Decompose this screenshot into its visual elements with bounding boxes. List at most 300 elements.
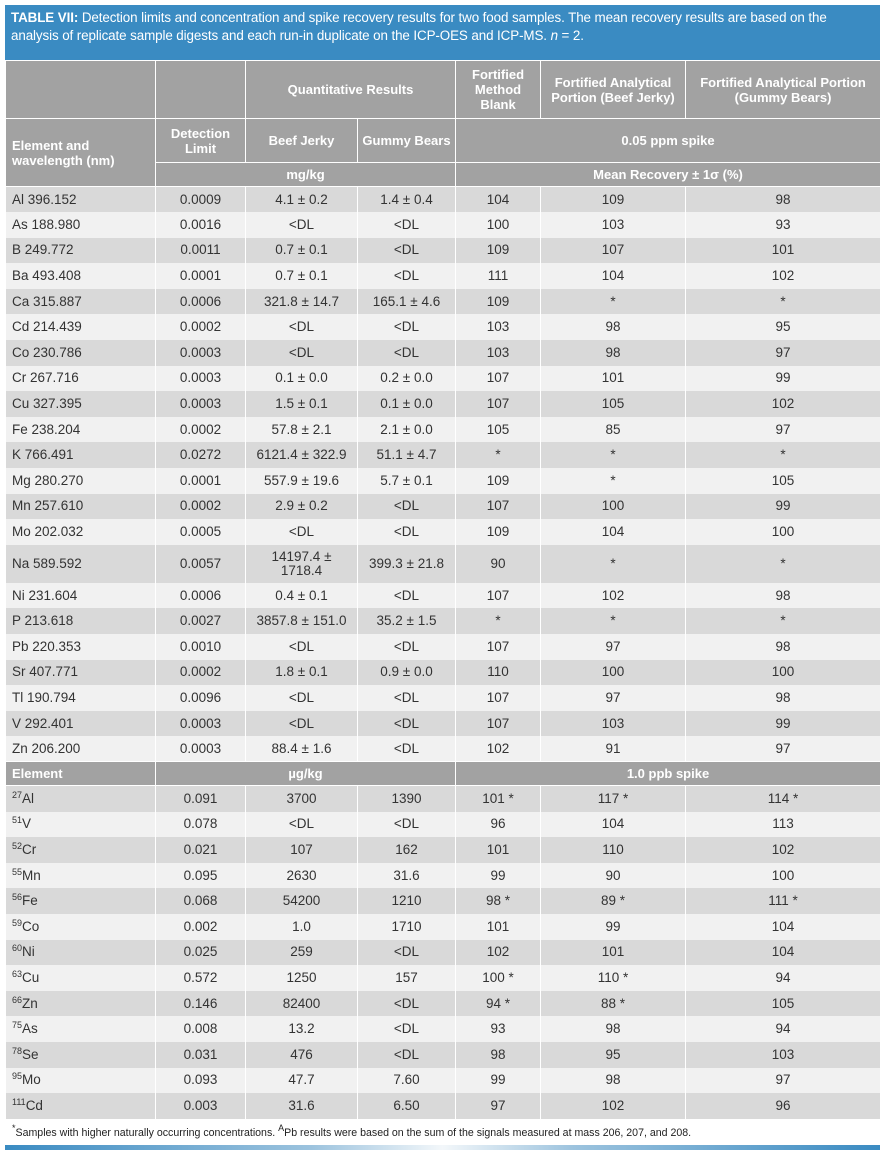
table-row: [6, 212, 881, 238]
cell-method-blank: 93: [456, 1016, 541, 1042]
cell-recovery-beef: *: [541, 468, 686, 494]
table-row: [6, 634, 881, 660]
cell-gummy-bears: 1390: [358, 786, 456, 812]
header-gummy-bears: Gummy Bears: [358, 119, 456, 163]
cell-recovery-gummy: 113: [686, 812, 881, 838]
cell-recovery-beef: *: [541, 545, 686, 583]
cell-recovery-gummy: 104: [686, 940, 881, 966]
cell-detection-limit: 0.0003: [156, 736, 246, 762]
cell-recovery-gummy: 114 *: [686, 786, 881, 812]
cell-recovery-gummy: 98: [686, 685, 881, 711]
cell-method-blank: 94 *: [456, 991, 541, 1017]
cell-detection-limit: 0.095: [156, 863, 246, 889]
element-symbol: Mn: [22, 867, 41, 883]
cell-detection-limit: 0.0003: [156, 340, 246, 366]
cell-detection-limit: 0.008: [156, 1016, 246, 1042]
cell-recovery-gummy: 98: [686, 187, 881, 213]
cell-method-blank: 107: [456, 711, 541, 737]
cell-beef-jerky: 1250: [246, 965, 358, 991]
cell-element: V 292.401: [6, 711, 156, 737]
table-row: [6, 991, 881, 1017]
table-row: [6, 608, 881, 634]
cell-beef-jerky: 107: [246, 837, 358, 863]
cell-beef-jerky: <DL: [246, 519, 358, 545]
mass-number: 56: [12, 892, 23, 903]
cell-recovery-gummy: 94: [686, 1016, 881, 1042]
cell-beef-jerky: 4.1 ± 0.2: [246, 187, 358, 213]
cell-detection-limit: 0.0003: [156, 391, 246, 417]
cell-gummy-bears: <DL: [358, 812, 456, 838]
mass-number: 51: [12, 815, 23, 826]
footnote: [5, 1119, 880, 1145]
cell-beef-jerky: 0.1 ± 0.0: [246, 366, 358, 392]
mass-number: 52: [12, 840, 23, 851]
table-row: [6, 494, 881, 520]
cell-recovery-gummy: 94: [686, 965, 881, 991]
table-row: [6, 442, 881, 468]
cell-gummy-bears: 35.2 ± 1.5: [358, 608, 456, 634]
cell-method-blank: *: [456, 442, 541, 468]
cell-gummy-bears: 6.50: [358, 1093, 456, 1119]
cell-detection-limit: 0.093: [156, 1068, 246, 1094]
cell-method-blank: 99: [456, 1068, 541, 1094]
icp-ms-body: [6, 786, 881, 1119]
cell-method-blank: 107: [456, 366, 541, 392]
header-empty-2: [156, 61, 246, 119]
header-element: Element: [6, 762, 156, 786]
cell-element: [6, 863, 156, 889]
cell-detection-limit: 0.0096: [156, 685, 246, 711]
cell-beef-jerky: 0.7 ± 0.1: [246, 238, 358, 264]
cell-beef-jerky: 0.7 ± 0.1: [246, 263, 358, 289]
cell-recovery-beef: 98: [541, 1016, 686, 1042]
cell-method-blank: 100 *: [456, 965, 541, 991]
cell-method-blank: 109: [456, 289, 541, 315]
cell-beef-jerky: <DL: [246, 212, 358, 238]
table-row: [6, 711, 881, 737]
element-symbol: As: [22, 1021, 38, 1037]
cell-recovery-beef: 110: [541, 837, 686, 863]
cell-recovery-beef: 88 *: [541, 991, 686, 1017]
footnote-text-1: Samples with higher naturally occurring concentrations.: [15, 1126, 279, 1139]
cell-recovery-beef: 104: [541, 812, 686, 838]
cell-beef-jerky: 557.9 ± 19.6: [246, 468, 358, 494]
cell-recovery-beef: 99: [541, 914, 686, 940]
bottom-rule: [5, 1145, 880, 1150]
table-row: [6, 545, 881, 583]
cell-recovery-beef: *: [541, 289, 686, 315]
cell-method-blank: 97: [456, 1093, 541, 1119]
cell-detection-limit: 0.0011: [156, 238, 246, 264]
table-row: [6, 417, 881, 443]
cell-beef-jerky: 2630: [246, 863, 358, 889]
cell-beef-jerky: 88.4 ± 1.6: [246, 736, 358, 762]
header-element-wavelength: Element and wavelength (nm): [6, 119, 156, 187]
cell-recovery-gummy: 105: [686, 991, 881, 1017]
cell-element: Mg 280.270: [6, 468, 156, 494]
caption-n-value: = 2.: [557, 28, 584, 43]
cell-element: Ca 315.887: [6, 289, 156, 315]
cell-detection-limit: 0.0002: [156, 314, 246, 340]
cell-gummy-bears: 165.1 ± 4.6: [358, 289, 456, 315]
table-row: [6, 263, 881, 289]
element-symbol: Ni: [22, 944, 35, 960]
cell-detection-limit: 0.068: [156, 888, 246, 914]
cell-method-blank: 111: [456, 263, 541, 289]
cell-gummy-bears: <DL: [358, 340, 456, 366]
cell-gummy-bears: 157: [358, 965, 456, 991]
cell-gummy-bears: 1210: [358, 888, 456, 914]
cell-element: [6, 1068, 156, 1094]
cell-gummy-bears: <DL: [358, 1042, 456, 1068]
cell-gummy-bears: 0.1 ± 0.0: [358, 391, 456, 417]
cell-method-blank: 101 *: [456, 786, 541, 812]
cell-beef-jerky: 1.0: [246, 914, 358, 940]
cell-gummy-bears: <DL: [358, 314, 456, 340]
table-row: [6, 519, 881, 545]
element-symbol: Se: [22, 1046, 39, 1062]
cell-beef-jerky: 6121.4 ± 322.9: [246, 442, 358, 468]
cell-beef-jerky: 57.8 ± 2.1: [246, 417, 358, 443]
cell-gummy-bears: 399.3 ± 21.8: [358, 545, 456, 583]
header-spike-ppb: 1.0 ppb spike: [456, 762, 881, 786]
cell-recovery-beef: 104: [541, 263, 686, 289]
cell-element: [6, 940, 156, 966]
cell-detection-limit: 0.0001: [156, 468, 246, 494]
cell-recovery-gummy: 95: [686, 314, 881, 340]
cell-detection-limit: 0.0009: [156, 187, 246, 213]
cell-recovery-gummy: 101: [686, 238, 881, 264]
cell-beef-jerky: 1.5 ± 0.1: [246, 391, 358, 417]
table-row: [6, 965, 881, 991]
cell-beef-jerky: <DL: [246, 685, 358, 711]
cell-beef-jerky: 54200: [246, 888, 358, 914]
cell-gummy-bears: 0.9 ± 0.0: [358, 660, 456, 686]
cell-recovery-gummy: 100: [686, 660, 881, 686]
cell-recovery-beef: 100: [541, 494, 686, 520]
table-row: [6, 786, 881, 812]
table-row: [6, 366, 881, 392]
header-beef-jerky: Beef Jerky: [246, 119, 358, 163]
table-row: [6, 238, 881, 264]
footnote-text-2: Pb results were based on the sum of the signals measured at mass 206, 207, and 208.: [284, 1126, 692, 1139]
cell-recovery-gummy: 102: [686, 837, 881, 863]
mass-number: 75: [12, 1020, 23, 1031]
cell-beef-jerky: <DL: [246, 711, 358, 737]
cell-gummy-bears: 0.2 ± 0.0: [358, 366, 456, 392]
cell-element: P 213.618: [6, 608, 156, 634]
table-row: [6, 468, 881, 494]
table-row: [6, 340, 881, 366]
mass-number: 60: [12, 943, 23, 954]
cell-recovery-gummy: 99: [686, 494, 881, 520]
cell-element: [6, 812, 156, 838]
table-row: [6, 736, 881, 762]
table-row: [6, 660, 881, 686]
element-symbol: Co: [22, 918, 40, 934]
cell-gummy-bears: <DL: [358, 212, 456, 238]
cell-detection-limit: 0.025: [156, 940, 246, 966]
cell-recovery-gummy: *: [686, 608, 881, 634]
cell-detection-limit: 0.146: [156, 991, 246, 1017]
cell-recovery-beef: 97: [541, 685, 686, 711]
cell-gummy-bears: <DL: [358, 940, 456, 966]
cell-detection-limit: 0.0002: [156, 660, 246, 686]
header-fortified-method-blank: Fortified Method Blank: [456, 61, 541, 119]
cell-detection-limit: 0.031: [156, 1042, 246, 1068]
cell-detection-limit: 0.0006: [156, 583, 246, 609]
cell-recovery-beef: 100: [541, 660, 686, 686]
cell-recovery-gummy: *: [686, 442, 881, 468]
table-caption: [5, 5, 880, 60]
cell-gummy-bears: 51.1 ± 4.7: [358, 442, 456, 468]
table-row: [6, 289, 881, 315]
cell-recovery-beef: 104: [541, 519, 686, 545]
cell-method-blank: 101: [456, 837, 541, 863]
cell-beef-jerky: <DL: [246, 812, 358, 838]
cell-recovery-gummy: 105: [686, 468, 881, 494]
cell-method-blank: 98: [456, 1042, 541, 1068]
cell-element: Ni 231.604: [6, 583, 156, 609]
cell-gummy-bears: <DL: [358, 583, 456, 609]
cell-recovery-gummy: 96: [686, 1093, 881, 1119]
cell-recovery-beef: 97: [541, 634, 686, 660]
cell-detection-limit: 0.0057: [156, 545, 246, 583]
cell-recovery-gummy: 98: [686, 634, 881, 660]
cell-method-blank: 107: [456, 634, 541, 660]
cell-recovery-beef: 103: [541, 212, 686, 238]
header-quantitative-results: Quantitative Results: [246, 61, 456, 119]
cell-beef-jerky: <DL: [246, 340, 358, 366]
cell-element: Na 589.592: [6, 545, 156, 583]
cell-recovery-gummy: 97: [686, 736, 881, 762]
cell-method-blank: 109: [456, 519, 541, 545]
results-table: [5, 60, 881, 1119]
table-row: [6, 187, 881, 213]
table-row: [6, 940, 881, 966]
icp-oes-body: [6, 187, 881, 762]
cell-gummy-bears: <DL: [358, 1016, 456, 1042]
element-symbol: Zn: [22, 995, 38, 1011]
table-row: [6, 1068, 881, 1094]
caption-label: TABLE VII:: [11, 10, 79, 25]
cell-element: Fe 238.204: [6, 417, 156, 443]
cell-element: Al 396.152: [6, 187, 156, 213]
cell-gummy-bears: 1.4 ± 0.4: [358, 187, 456, 213]
cell-recovery-beef: 89 *: [541, 888, 686, 914]
cell-element: [6, 837, 156, 863]
table-row: [6, 1016, 881, 1042]
element-symbol: Cu: [22, 969, 40, 985]
table-row: [6, 391, 881, 417]
cell-recovery-gummy: 103: [686, 1042, 881, 1068]
cell-element: Mn 257.610: [6, 494, 156, 520]
cell-beef-jerky: 31.6: [246, 1093, 358, 1119]
cell-beef-jerky: 321.8 ± 14.7: [246, 289, 358, 315]
cell-element: Co 230.786: [6, 340, 156, 366]
cell-recovery-gummy: 97: [686, 417, 881, 443]
cell-method-blank: 105: [456, 417, 541, 443]
cell-method-blank: 102: [456, 736, 541, 762]
cell-element: As 188.980: [6, 212, 156, 238]
cell-beef-jerky: 2.9 ± 0.2: [246, 494, 358, 520]
cell-beef-jerky: 3857.8 ± 151.0: [246, 608, 358, 634]
cell-beef-jerky: 1.8 ± 0.1: [246, 660, 358, 686]
cell-detection-limit: 0.078: [156, 812, 246, 838]
cell-recovery-beef: 110 *: [541, 965, 686, 991]
cell-element: Mo 202.032: [6, 519, 156, 545]
cell-detection-limit: 0.0003: [156, 366, 246, 392]
cell-detection-limit: 0.0010: [156, 634, 246, 660]
cell-gummy-bears: <DL: [358, 494, 456, 520]
cell-method-blank: 90: [456, 545, 541, 583]
cell-recovery-beef: 107: [541, 238, 686, 264]
cell-recovery-gummy: 100: [686, 519, 881, 545]
cell-beef-jerky: 476: [246, 1042, 358, 1068]
cell-recovery-beef: 109: [541, 187, 686, 213]
cell-recovery-beef: *: [541, 608, 686, 634]
cell-element: Zn 206.200: [6, 736, 156, 762]
cell-recovery-beef: 98: [541, 314, 686, 340]
cell-recovery-gummy: 99: [686, 366, 881, 392]
cell-gummy-bears: 2.1 ± 0.0: [358, 417, 456, 443]
cell-method-blank: 100: [456, 212, 541, 238]
cell-recovery-gummy: *: [686, 289, 881, 315]
cell-gummy-bears: 31.6: [358, 863, 456, 889]
cell-element: [6, 965, 156, 991]
cell-element: [6, 888, 156, 914]
element-symbol: Mo: [22, 1072, 41, 1088]
cell-detection-limit: 0.0002: [156, 417, 246, 443]
cell-detection-limit: 0.0006: [156, 289, 246, 315]
cell-recovery-beef: 98: [541, 340, 686, 366]
cell-gummy-bears: 162: [358, 837, 456, 863]
footnote-sup: A: [278, 1122, 285, 1133]
mass-number: 66: [12, 994, 23, 1005]
cell-recovery-beef: *: [541, 442, 686, 468]
mass-number: 78: [12, 1045, 23, 1056]
cell-beef-jerky: 14197.4 ± 1718.4: [246, 545, 358, 583]
cell-element: [6, 786, 156, 812]
cell-recovery-gummy: 98: [686, 583, 881, 609]
cell-recovery-beef: 117 *: [541, 786, 686, 812]
table-row: [6, 914, 881, 940]
mass-number: 63: [12, 968, 23, 979]
cell-recovery-beef: 103: [541, 711, 686, 737]
cell-method-blank: 102: [456, 940, 541, 966]
table-row: [6, 314, 881, 340]
cell-element: K 766.491: [6, 442, 156, 468]
cell-recovery-beef: 102: [541, 1093, 686, 1119]
table-row: [6, 888, 881, 914]
header-fap-beef: Fortified Analytical Portion (Beef Jerky): [541, 61, 686, 119]
cell-method-blank: 107: [456, 494, 541, 520]
cell-element: Sr 407.771: [6, 660, 156, 686]
cell-detection-limit: 0.0005: [156, 519, 246, 545]
cell-recovery-beef: 98: [541, 1068, 686, 1094]
cell-element: [6, 1016, 156, 1042]
mass-number: 27: [12, 790, 23, 801]
cell-recovery-beef: 91: [541, 736, 686, 762]
cell-recovery-beef: 95: [541, 1042, 686, 1068]
cell-gummy-bears: 1710: [358, 914, 456, 940]
mass-number: 55: [12, 866, 23, 877]
cell-beef-jerky: 13.2: [246, 1016, 358, 1042]
cell-beef-jerky: 47.7: [246, 1068, 358, 1094]
cell-detection-limit: 0.0272: [156, 442, 246, 468]
cell-detection-limit: 0.002: [156, 914, 246, 940]
table-figure: [5, 5, 880, 1150]
cell-gummy-bears: 7.60: [358, 1068, 456, 1094]
table-row: [6, 1093, 881, 1119]
cell-element: Cu 327.395: [6, 391, 156, 417]
element-symbol: Cr: [22, 841, 37, 857]
cell-method-blank: 96: [456, 812, 541, 838]
table-row: [6, 812, 881, 838]
cell-method-blank: 109: [456, 468, 541, 494]
cell-recovery-gummy: 104: [686, 914, 881, 940]
element-symbol: Fe: [22, 893, 38, 909]
element-symbol: Al: [22, 791, 35, 807]
cell-method-blank: 107: [456, 583, 541, 609]
cell-method-blank: 109: [456, 238, 541, 264]
element-symbol: V: [22, 816, 32, 832]
header-detection-limit: Detection Limit: [156, 119, 246, 163]
header-mean-recovery: Mean Recovery ± 1σ (%): [456, 163, 881, 187]
cell-beef-jerky: <DL: [246, 314, 358, 340]
mass-number: 95: [12, 1071, 23, 1082]
cell-method-blank: 99: [456, 863, 541, 889]
cell-beef-jerky: 0.4 ± 0.1: [246, 583, 358, 609]
cell-recovery-gummy: 100: [686, 863, 881, 889]
cell-recovery-beef: 101: [541, 366, 686, 392]
cell-detection-limit: 0.572: [156, 965, 246, 991]
cell-gummy-bears: <DL: [358, 263, 456, 289]
cell-element: Tl 190.794: [6, 685, 156, 711]
cell-method-blank: *: [456, 608, 541, 634]
cell-gummy-bears: <DL: [358, 991, 456, 1017]
cell-gummy-bears: <DL: [358, 736, 456, 762]
cell-method-blank: 101: [456, 914, 541, 940]
cell-recovery-gummy: 97: [686, 340, 881, 366]
footnote-star: *: [12, 1122, 16, 1133]
table-row: [6, 685, 881, 711]
cell-recovery-gummy: 102: [686, 263, 881, 289]
cell-detection-limit: 0.0016: [156, 212, 246, 238]
cell-gummy-bears: <DL: [358, 519, 456, 545]
header-unit-ugkg: µg/kg: [156, 762, 456, 786]
table-row: [6, 837, 881, 863]
cell-method-blank: 98 *: [456, 888, 541, 914]
table-row: [6, 583, 881, 609]
cell-detection-limit: 0.0001: [156, 263, 246, 289]
element-symbol: Cd: [25, 1097, 43, 1113]
cell-recovery-gummy: *: [686, 545, 881, 583]
cell-method-blank: 103: [456, 340, 541, 366]
cell-beef-jerky: <DL: [246, 634, 358, 660]
cell-beef-jerky: 82400: [246, 991, 358, 1017]
cell-gummy-bears: 5.7 ± 0.1: [358, 468, 456, 494]
caption-n: n: [550, 28, 558, 43]
mass-number: 59: [12, 917, 23, 928]
cell-element: B 249.772: [6, 238, 156, 264]
cell-element: [6, 1042, 156, 1068]
cell-recovery-gummy: 99: [686, 711, 881, 737]
cell-detection-limit: 0.091: [156, 786, 246, 812]
cell-recovery-beef: 102: [541, 583, 686, 609]
cell-element: [6, 991, 156, 1017]
cell-recovery-beef: 85: [541, 417, 686, 443]
